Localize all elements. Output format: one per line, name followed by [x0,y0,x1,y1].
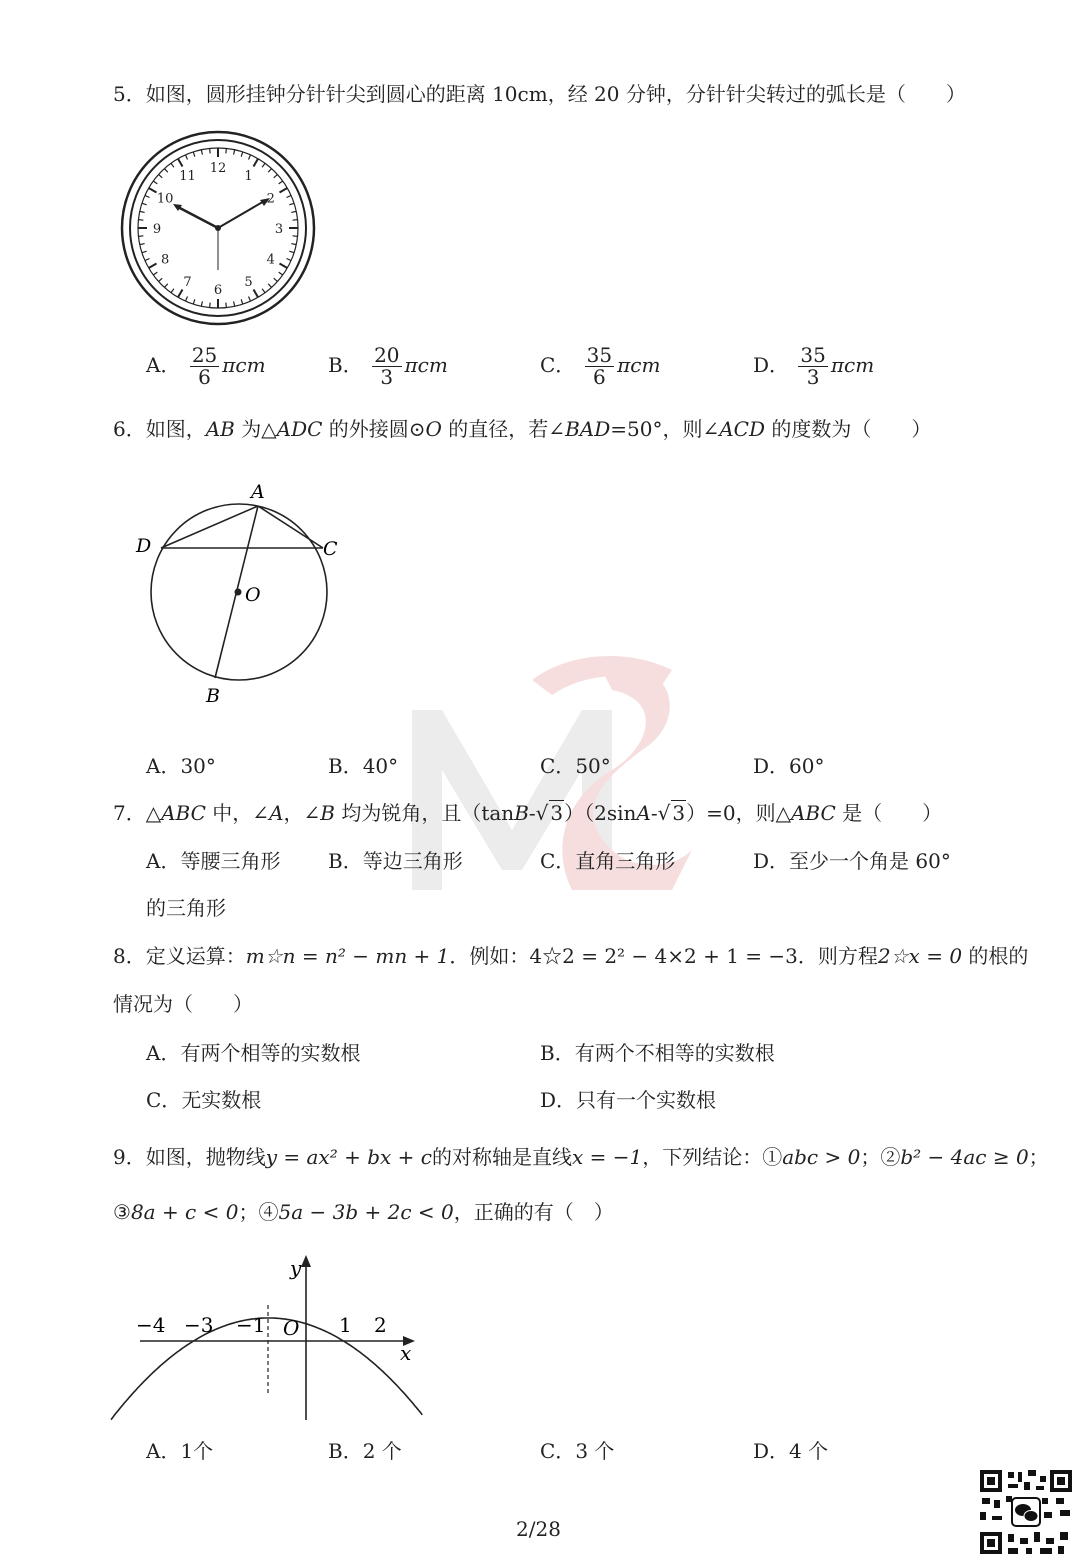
clock-tick [291,244,296,245]
clock-tick [268,169,271,173]
clock-tick [201,301,202,306]
tick-label: 2 [374,1313,387,1337]
clock-tick [140,211,145,212]
q6-option-d[interactable]: D．60° [753,754,825,778]
clock-tick [171,163,174,167]
clock-tick [226,303,227,308]
label-b: B [206,685,220,707]
clock-number: 12 [209,161,227,176]
q7-option-d-wrap: 的三角形 [146,896,226,920]
clock-number: 7 [183,274,192,290]
clock-tick [140,244,145,245]
q5-option-b[interactable]: B． $\frac{20}{3}$ πcm [328,343,448,389]
circle-figure [128,478,358,708]
clock-number: 9 [152,222,162,237]
clock-number: 5 [244,274,253,290]
clock-tick [159,278,163,281]
q8-stem-line2: 情况为（ ） [113,992,253,1016]
clock-tick [142,203,147,205]
q9-option-a[interactable]: A．1个 [146,1439,214,1463]
clock-tick [149,264,157,269]
clock-tick [254,159,259,167]
clock-tick [193,152,195,157]
q5-option-c[interactable]: C． $\frac{35}{6}$ πcm [540,343,661,389]
clock-tick [279,181,283,184]
clock-tick [287,195,292,197]
clock-tick [279,188,287,193]
clock-number: 1 [244,169,253,185]
clock-tick [279,264,287,269]
page-number: 2/28 [516,1517,561,1541]
q9-stem-line2: ③8a + c < 0；④5a − 3b + 2c < 0，正确的有（ ） [113,1200,614,1224]
clock-tick [145,259,150,261]
clock-tick [153,272,157,275]
clock-tick [241,299,243,304]
q8-option-d[interactable]: D．只有一个实数根 [540,1088,717,1112]
clock-tick [249,297,251,302]
clock-tick [153,181,157,184]
q5-option-d[interactable]: D． $\frac{35}{3}$ πcm [753,343,875,389]
label-o: O [245,584,261,606]
clock-tick [210,303,211,308]
clock-tick [149,188,157,193]
q8-option-a[interactable]: A．有两个相等的实数根 [146,1041,361,1065]
clock-figure [118,128,318,328]
parabola-graph [110,1235,430,1430]
clock-tick [142,251,147,253]
label-d: D [136,535,152,557]
q6-stem: 6．如图，AB 为△ADC 的外接圆⊙O 的直径，若∠BAD=50°，则∠ACD 的度数为（ ） [113,417,932,441]
label-a: A [251,481,265,503]
clock-tick [178,289,183,297]
clock-tick [268,284,271,288]
clock-tick [210,148,211,153]
clock-tick [234,301,235,306]
tick-label: 1 [339,1313,352,1337]
q9-option-d[interactable]: D．4 个 [753,1439,829,1463]
q6-option-a[interactable]: A．30° [146,754,216,778]
q9-option-c[interactable]: C．3 个 [540,1439,615,1463]
label-c: C [323,538,338,560]
q7-option-b[interactable]: B．等边三角形 [328,849,463,873]
q9-stem: 9．如图，抛物线y = ax² + bx + c的对称轴是直线x = −1，下列结论：①abc > 0；②b² − 4ac ≥ 0； [113,1145,1049,1169]
y-axis-label: y [290,1256,302,1280]
clock-tick [274,174,278,177]
q6-option-b[interactable]: B．40° [328,754,399,778]
clock-tick [279,272,283,275]
clock-tick [249,155,251,160]
fraction: $\frac{35}{6}$ [586,343,613,389]
clock-number: 2 [266,191,275,207]
clock-tick [201,150,202,155]
clock-tick [291,211,296,212]
clock-tick [274,278,278,281]
clock-tick [262,163,265,167]
clock-tick [138,220,143,221]
clock-tick [185,297,187,302]
tick-label: −4 [136,1313,166,1337]
clock-tick [178,159,183,167]
clock-tick [293,220,298,221]
clock-tick [287,259,292,261]
q8-option-b[interactable]: B．有两个不相等的实数根 [540,1041,775,1065]
q8-stem: 8．定义运算：m☆n = n² − mn + 1．例如：4☆2 = 2² − 4×2 + 1 = −3．则方程2☆x = 0 的根的 [113,944,1029,968]
clock-tick [145,195,150,197]
q7-stem: 7．△ABC 中，∠A，∠B 均为锐角，且（tanB-√ 3）（2sinA-√ 3）=0，则△ABC 是（ ） [113,801,943,825]
clock-number: 4 [266,252,275,268]
clock-tick [185,155,187,160]
fraction: $\frac{20}{3}$ [374,343,400,389]
q7-option-d[interactable]: D．至少一个角是 60° [753,849,951,873]
x-axis-label: x [400,1341,412,1365]
tick-label: −1 [236,1313,266,1337]
clock-tick [226,148,227,153]
q8-option-c[interactable]: C．无实数根 [146,1088,262,1112]
clock-number: 11 [179,169,196,185]
clock-tick [159,174,163,177]
q7-option-a[interactable]: A．等腰三角形 [146,849,281,873]
tick-label: −3 [184,1313,214,1337]
clock-tick [289,203,294,205]
clock-number: 10 [156,191,174,207]
fraction: $\frac{35}{3}$ [800,343,826,389]
q9-option-b[interactable]: B．2 个 [328,1439,402,1463]
qr-code-icon [978,1468,1074,1556]
clock-tick [289,251,294,253]
q6-option-c[interactable]: C．50° [540,754,611,778]
clock-tick [193,299,195,304]
clock-tick [262,289,265,293]
clock-tick [171,289,174,293]
origin-label: O [283,1316,300,1340]
clock-number: 8 [161,252,170,268]
clock-tick [254,289,259,297]
clock-tick [234,150,235,155]
fraction: $\frac{25}{6}$ [191,343,218,389]
clock-number: 3 [274,222,284,237]
q5-option-a[interactable]: A． $\frac{25}{6}$ πcm [146,343,266,389]
q5-stem: 5．如图，圆形挂钟分针针尖到圆心的距离 10cm，经 20 分钟，分针针尖转过的弧长是（ ） [113,82,966,106]
clock-tick [138,236,143,237]
q7-option-c[interactable]: C．直角三角形 [540,849,676,873]
clock-number: 6 [213,283,223,298]
clock-tick [164,284,167,288]
clock-tick [293,236,298,237]
clock-tick [241,152,243,157]
clock-tick [164,169,167,173]
